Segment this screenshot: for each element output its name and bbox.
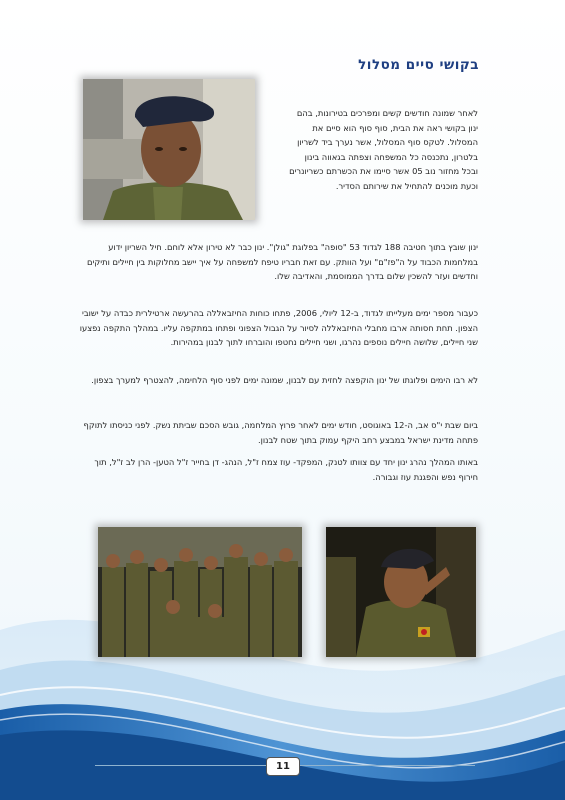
soldiers-group-photo [98, 527, 302, 657]
paragraph-1: לאחר שמונה חודשים קשים ומפרכים בטירונות, בהם ינון בקושי ראה את הבית, סוף סוף הוא סיים את המסלול. לטקס סוף המסלול, אשר נערך ביד לשריון בלטרון, נתכנסה כל המשפחה וצפתה בגאווה בינון ובכל מחזור נוב 05 אשר סיימו את הכשרתם כשריונרים וכעת מוכנים להתחיל את שירותם הסדיר. [289, 108, 478, 191]
paragraph-2: ינון שובץ בתוך חטיבה 188 לגדוד 53 "סופה" בפלוגת "גולן". ינון כבר לא טירון אלא לוחם. חיל השריון ידוע במלחמות הכבוד על ה"פז"ם" ועל הוותק. עם זאת חבריו טיפח למשפחה על איך יישב מחלוקות בין חיילים ותיקים וחדשים ועזר להשכין שלום בדרך הממוסמת, והאדיבה שלו. [87, 242, 478, 281]
page-number: 11 [266, 757, 300, 776]
paragraph-3: כעבור מספר ימים מעלייתו לגדוד, ב-12 ליולי, 2006, פתחו כוחות החיזבאללה בהרעשה ארטילרית כבדה על ישובי הצפון. תחת חסותה ארבו מחבלי החיזבאללה לסיור על הגבול הצפוני ופתחו במתקפה עליו. במהלך התקפה נפצעו שני חיילים, שלושה חיילים נוספים נהרגו, ושני חיילים נחטפו והוברחו לתוך לבנון במהירות. [79, 308, 478, 347]
page-title: בקושי סיים מסלול [358, 57, 479, 73]
soldier-portrait-photo [83, 79, 255, 220]
paragraph-4: לא רבו הימים ופלוגתו של ינון הוקפצה לחזית עם לבנון, שמונה ימים לפני סוף הלחימה, להצטרף למערך בצפון. [91, 375, 478, 385]
paragraph-5: ביום שבת י"ס אב, ה-12 באוגוסט, חודש ימים לאחר פרוץ המלחמה, גובש הסכם שביתת נשק. לפני כניסתו לתוקף פתחה מדינת ישראל במבצע רחב היקף עמוק בתוך שטח לבנון. [83, 420, 478, 445]
paragraph-6: באותו המהלך נהרג ינון יחד עם צוותו לטנק, המפקד- עוז צמח ז"ל, הנהג- דן בחייר ז"ל הטען- הרן לב ז"ל, תוך חירוף נפש והפגנת עוז וגבורה. [94, 457, 478, 482]
soldier-beret-photo [326, 527, 476, 657]
